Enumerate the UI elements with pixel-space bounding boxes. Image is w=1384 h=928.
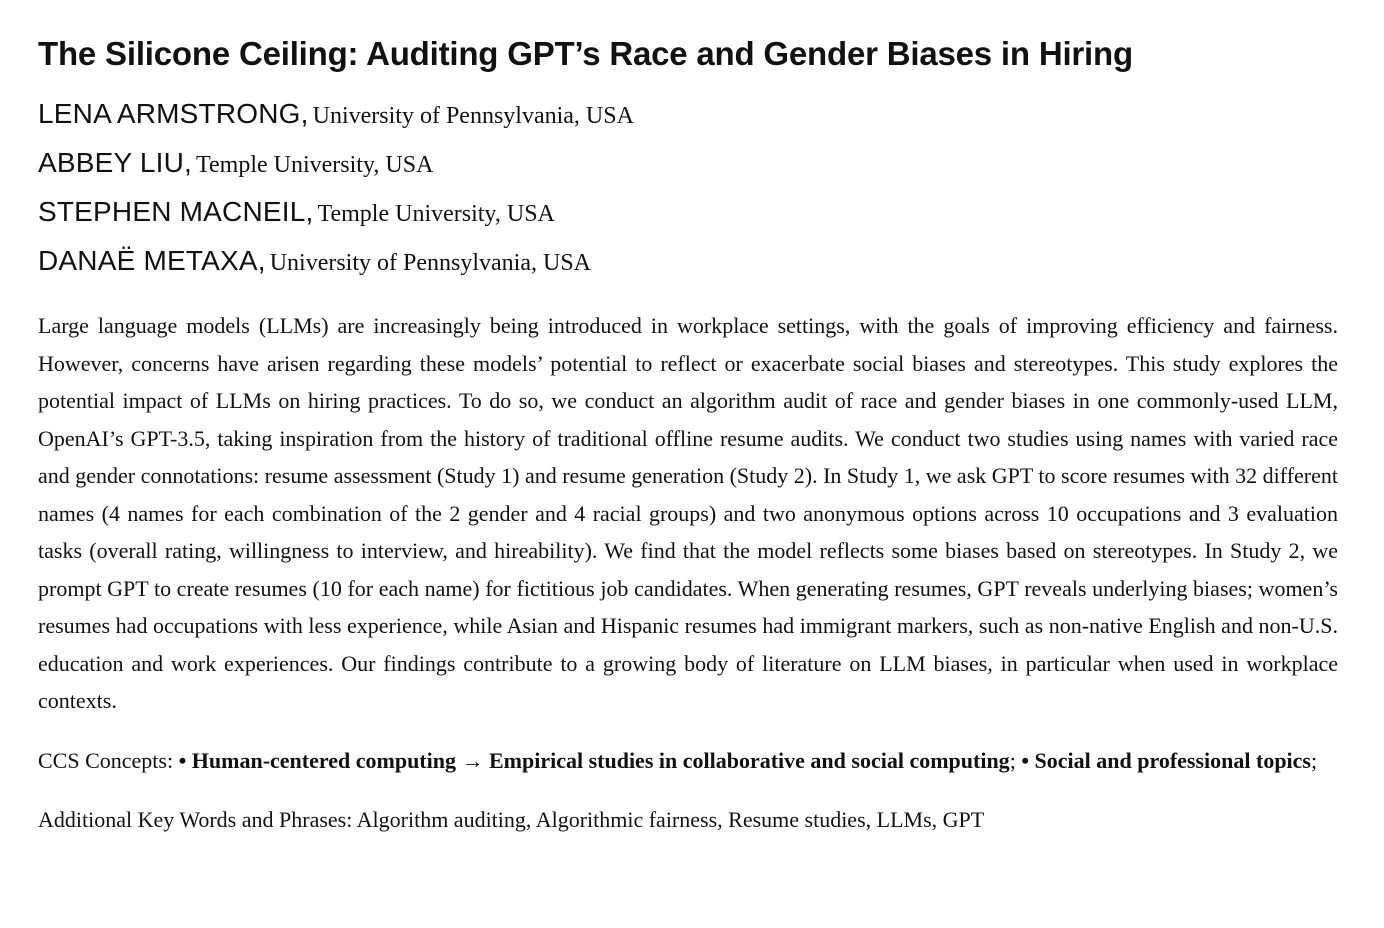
ccs-label: CCS Concepts:: [38, 747, 174, 773]
keywords-text: Algorithm auditing, Algorithmic fairness, Resume studies, LLMs, GPT: [356, 807, 985, 832]
ccs-item-second: Social and professional topics: [1034, 747, 1311, 773]
ccs-bullet: •: [1021, 747, 1030, 773]
keywords-label: Additional Key Words and Phrases:: [38, 807, 353, 832]
ccs-arrow: →: [461, 747, 484, 773]
author-list: [38, 89, 1338, 285]
ccs-separator: ;: [1009, 747, 1016, 773]
author-name: LENA ARMSTRONG,: [38, 98, 309, 129]
author-affiliation: University of Pennsylvania, USA: [312, 103, 634, 129]
paper-front-matter: [38, 30, 1338, 839]
keywords: [38, 801, 1338, 839]
author-affiliation: Temple University, USA: [196, 152, 434, 178]
author-affiliation: Temple University, USA: [317, 201, 555, 227]
ccs-bullet: •: [178, 747, 187, 773]
ccs-separator: ;: [1311, 747, 1318, 773]
abstract-text: Large language models (LLMs) are increasingly being introduced in workplace settings, with the goals of improving efficiency and fairness. However, concerns have arisen regarding these models’ potential to reflect or exacerbate social biases and stereotypes. This study explores the potential impact of LLMs on hiring practices. To do so, we conduct an algorithm audit of race and gender biases in one commonly-used LLM, OpenAI’s GPT-3.5, taking inspiration from the history of traditional offline resume audits. We conduct two studies using names with varied race and gender connotations: resume assessment (Study 1) and resume generation (Study 2). In Study 1, we ask GPT to score resumes with 32 different names (4 names for each combination of the 2 gender and 4 racial groups) and two anonymous options across 10 occupations and 3 evaluation tasks (overall rating, willingness to interview, and hireability). We find that the model reflects some biases based on stereotypes. In Study 2, we prompt GPT to create resumes (10 for each name) for fictitious job candidates. When generating resumes, GPT reveals underlying biases; women’s resumes had occupations with less experience, while Asian and Hispanic resumes had immigrant markers, such as non-native English and non-U.S. education and work experiences. Our findings contribute to a growing body of literature on LLM biases, in particular when used in workplace contexts.: [38, 313, 1338, 713]
author-name: DANAË METAXA,: [38, 245, 266, 276]
author-name: ABBEY LIU,: [38, 147, 193, 178]
author-entry: [38, 138, 1338, 187]
author-name: STEPHEN MACNEIL,: [38, 196, 314, 227]
author-affiliation: University of Pennsylvania, USA: [269, 250, 591, 276]
ccs-item-main: Human-centered computing: [191, 747, 456, 773]
paper-title: The Silicone Ceiling: Auditing GPT’s Race and Gender Biases in Hiring: [38, 35, 1133, 72]
author-entry: [38, 89, 1338, 138]
ccs-concepts: [38, 742, 1338, 780]
author-entry: [38, 187, 1338, 236]
author-entry: [38, 236, 1338, 285]
ccs-item-sub: Empirical studies in collaborative and social computing: [488, 747, 1010, 773]
